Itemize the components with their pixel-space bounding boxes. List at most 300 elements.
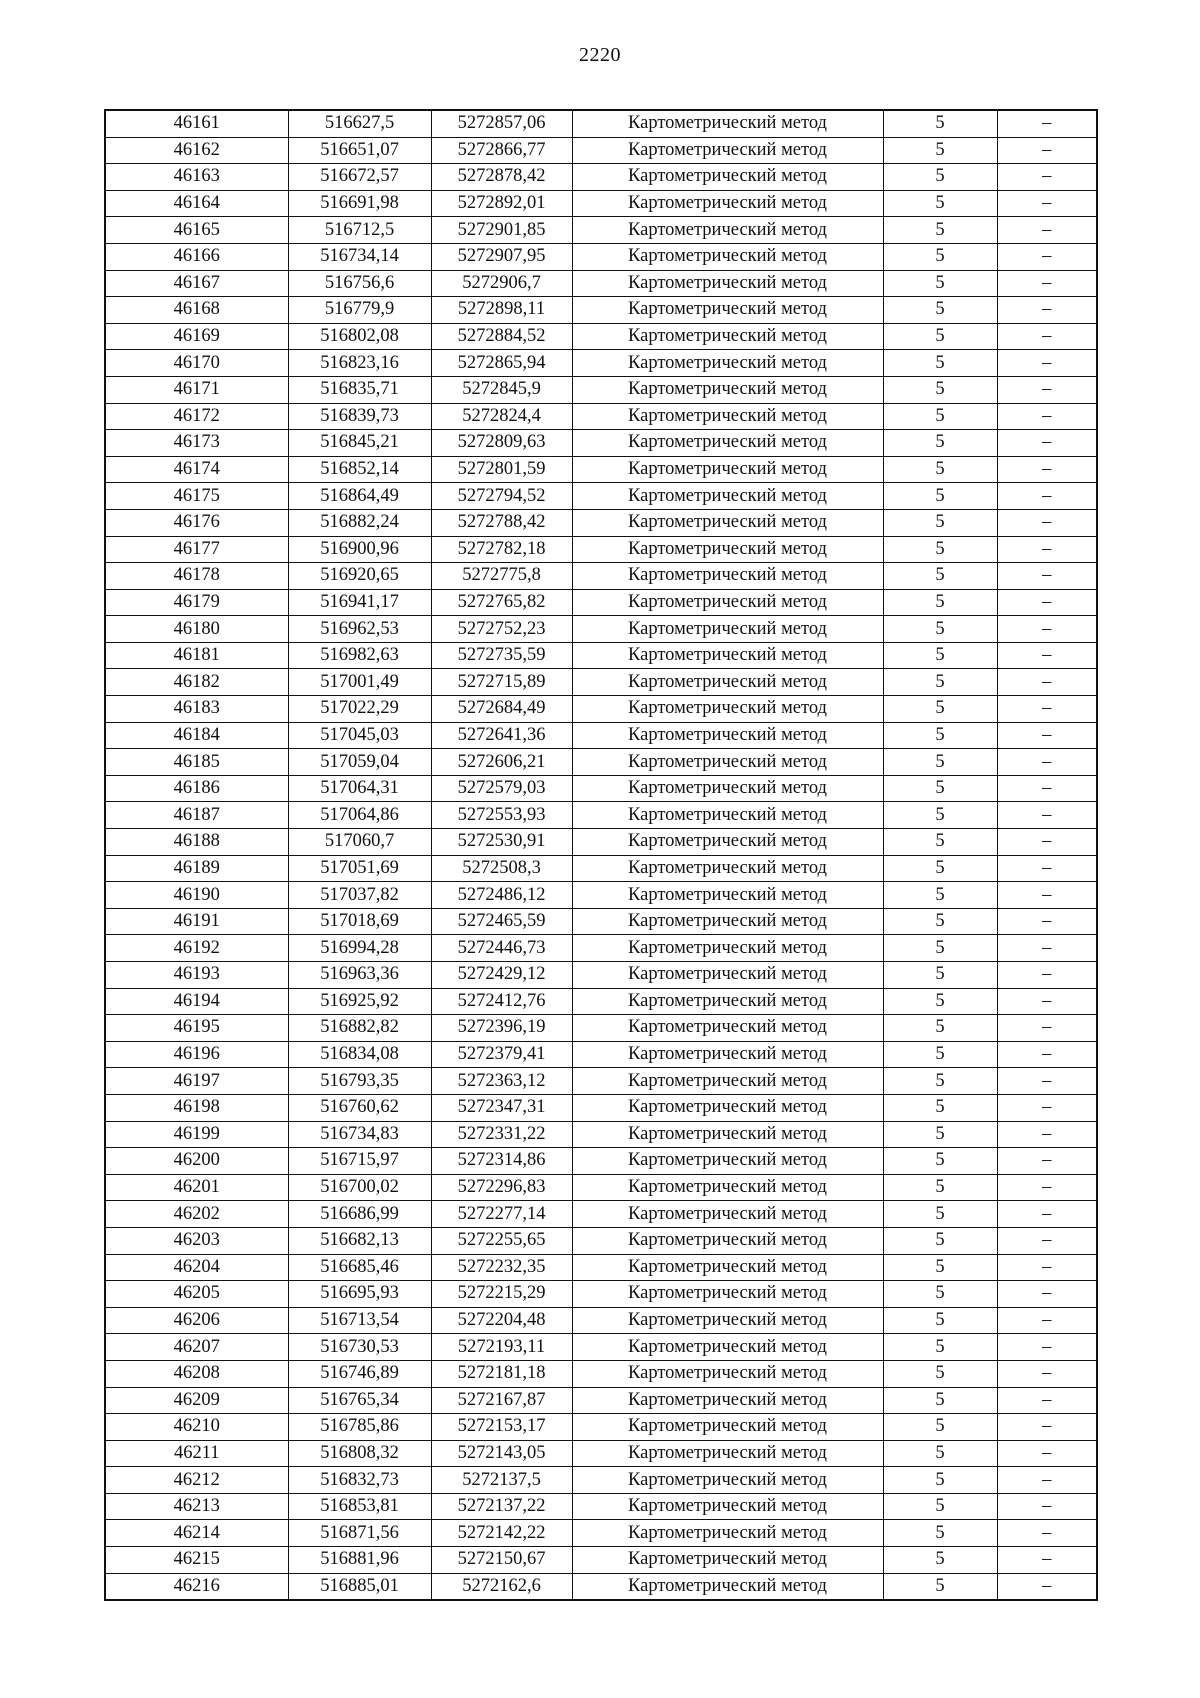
accuracy-cell: 5 — [883, 1148, 997, 1175]
x-coordinate-cell: 516760,62 — [288, 1094, 431, 1121]
y-coordinate-cell: 5272204,48 — [431, 1307, 572, 1334]
x-coordinate-cell: 516962,53 — [288, 616, 431, 643]
x-coordinate-cell: 516941,17 — [288, 589, 431, 616]
note-cell: – — [997, 137, 1097, 164]
table-row — [105, 1493, 1097, 1520]
table-row — [105, 669, 1097, 696]
point-number-cell: 46201 — [105, 1174, 288, 1201]
note-cell: – — [997, 1281, 1097, 1308]
point-number-cell: 46189 — [105, 855, 288, 882]
method-cell: Картометрический метод — [572, 243, 883, 270]
table-row — [105, 1254, 1097, 1281]
point-number-cell: 46176 — [105, 509, 288, 536]
table-row — [105, 563, 1097, 590]
note-cell: – — [997, 536, 1097, 563]
accuracy-cell: 5 — [883, 696, 997, 723]
y-coordinate-cell: 5272255,65 — [431, 1227, 572, 1254]
accuracy-cell: 5 — [883, 802, 997, 829]
x-coordinate-cell: 516672,57 — [288, 164, 431, 191]
accuracy-cell: 5 — [883, 243, 997, 270]
x-coordinate-cell: 516695,93 — [288, 1281, 431, 1308]
x-coordinate-cell: 516845,21 — [288, 430, 431, 457]
x-coordinate-cell: 516864,49 — [288, 483, 431, 510]
table-row — [105, 1201, 1097, 1228]
accuracy-cell: 5 — [883, 855, 997, 882]
note-cell: – — [997, 1254, 1097, 1281]
note-cell: – — [997, 1148, 1097, 1175]
note-cell: – — [997, 164, 1097, 191]
accuracy-cell: 5 — [883, 483, 997, 510]
note-cell: – — [997, 962, 1097, 989]
accuracy-cell: 5 — [883, 110, 997, 137]
accuracy-cell: 5 — [883, 1334, 997, 1361]
accuracy-cell: 5 — [883, 509, 997, 536]
point-number-cell: 46177 — [105, 536, 288, 563]
table-row — [105, 1174, 1097, 1201]
note-cell: – — [997, 217, 1097, 244]
method-cell: Картометрический метод — [572, 935, 883, 962]
point-number-cell: 46207 — [105, 1334, 288, 1361]
x-coordinate-cell: 516835,71 — [288, 376, 431, 403]
x-coordinate-cell: 516793,35 — [288, 1068, 431, 1095]
accuracy-cell: 5 — [883, 1573, 997, 1600]
accuracy-cell: 5 — [883, 376, 997, 403]
y-coordinate-cell: 5272892,01 — [431, 190, 572, 217]
x-coordinate-cell: 516823,16 — [288, 350, 431, 377]
point-number-cell: 46215 — [105, 1547, 288, 1574]
table-row — [105, 1520, 1097, 1547]
table-row — [105, 350, 1097, 377]
table-row — [105, 722, 1097, 749]
y-coordinate-cell: 5272296,83 — [431, 1174, 572, 1201]
method-cell: Картометрический метод — [572, 1414, 883, 1441]
accuracy-cell: 5 — [883, 403, 997, 430]
point-number-cell: 46191 — [105, 908, 288, 935]
accuracy-cell: 5 — [883, 908, 997, 935]
x-coordinate-cell: 516963,36 — [288, 962, 431, 989]
point-number-cell: 46210 — [105, 1414, 288, 1441]
accuracy-cell: 5 — [883, 1227, 997, 1254]
y-coordinate-cell: 5272429,12 — [431, 962, 572, 989]
point-number-cell: 46168 — [105, 297, 288, 324]
table-row — [105, 164, 1097, 191]
x-coordinate-cell: 516734,83 — [288, 1121, 431, 1148]
x-coordinate-cell: 516882,82 — [288, 1015, 431, 1042]
method-cell: Картометрический метод — [572, 1573, 883, 1600]
x-coordinate-cell: 516853,81 — [288, 1493, 431, 1520]
note-cell: – — [997, 1041, 1097, 1068]
note-cell: – — [997, 1387, 1097, 1414]
x-coordinate-cell: 516852,14 — [288, 456, 431, 483]
method-cell: Картометрический метод — [572, 1281, 883, 1308]
table-row — [105, 430, 1097, 457]
y-coordinate-cell: 5272715,89 — [431, 669, 572, 696]
x-coordinate-cell: 517045,03 — [288, 722, 431, 749]
y-coordinate-cell: 5272193,11 — [431, 1334, 572, 1361]
note-cell: – — [997, 270, 1097, 297]
note-cell: – — [997, 1467, 1097, 1494]
y-coordinate-cell: 5272735,59 — [431, 642, 572, 669]
accuracy-cell: 5 — [883, 137, 997, 164]
x-coordinate-cell: 516881,96 — [288, 1547, 431, 1574]
note-cell: – — [997, 350, 1097, 377]
method-cell: Картометрический метод — [572, 509, 883, 536]
note-cell: – — [997, 403, 1097, 430]
y-coordinate-cell: 5272901,85 — [431, 217, 572, 244]
y-coordinate-cell: 5272809,63 — [431, 430, 572, 457]
note-cell: – — [997, 935, 1097, 962]
x-coordinate-cell: 516839,73 — [288, 403, 431, 430]
note-cell: – — [997, 988, 1097, 1015]
x-coordinate-cell: 516730,53 — [288, 1334, 431, 1361]
point-number-cell: 46205 — [105, 1281, 288, 1308]
method-cell: Картометрический метод — [572, 1227, 883, 1254]
method-cell: Картометрический метод — [572, 1307, 883, 1334]
method-cell: Картометрический метод — [572, 962, 883, 989]
accuracy-cell: 5 — [883, 1121, 997, 1148]
table-row — [105, 988, 1097, 1015]
x-coordinate-cell: 517060,7 — [288, 829, 431, 856]
note-cell: – — [997, 110, 1097, 137]
x-coordinate-cell: 516691,98 — [288, 190, 431, 217]
y-coordinate-cell: 5272142,22 — [431, 1520, 572, 1547]
x-coordinate-cell: 516713,54 — [288, 1307, 431, 1334]
point-number-cell: 46172 — [105, 403, 288, 430]
table-row — [105, 1281, 1097, 1308]
table-row — [105, 217, 1097, 244]
x-coordinate-cell: 516885,01 — [288, 1573, 431, 1600]
note-cell: – — [997, 1094, 1097, 1121]
table-row — [105, 589, 1097, 616]
point-number-cell: 46179 — [105, 589, 288, 616]
method-cell: Картометрический метод — [572, 696, 883, 723]
y-coordinate-cell: 5272486,12 — [431, 882, 572, 909]
note-cell: – — [997, 376, 1097, 403]
y-coordinate-cell: 5272907,95 — [431, 243, 572, 270]
note-cell: – — [997, 722, 1097, 749]
method-cell: Картометрический метод — [572, 456, 883, 483]
note-cell: – — [997, 1068, 1097, 1095]
accuracy-cell: 5 — [883, 190, 997, 217]
x-coordinate-cell: 516779,9 — [288, 297, 431, 324]
note-cell: – — [997, 1440, 1097, 1467]
table-row — [105, 1121, 1097, 1148]
method-cell: Картометрический метод — [572, 749, 883, 776]
method-cell: Картометрический метод — [572, 1094, 883, 1121]
method-cell: Картометрический метод — [572, 1201, 883, 1228]
y-coordinate-cell: 5272143,05 — [431, 1440, 572, 1467]
method-cell: Картометрический метод — [572, 536, 883, 563]
table-row — [105, 642, 1097, 669]
y-coordinate-cell: 5272794,52 — [431, 483, 572, 510]
method-cell: Картометрический метод — [572, 829, 883, 856]
x-coordinate-cell: 517051,69 — [288, 855, 431, 882]
method-cell: Картометрический метод — [572, 1547, 883, 1574]
point-number-cell: 46166 — [105, 243, 288, 270]
table-row — [105, 1068, 1097, 1095]
accuracy-cell: 5 — [883, 1493, 997, 1520]
point-number-cell: 46161 — [105, 110, 288, 137]
note-cell: – — [997, 802, 1097, 829]
point-number-cell: 46183 — [105, 696, 288, 723]
accuracy-cell: 5 — [883, 270, 997, 297]
y-coordinate-cell: 5272363,12 — [431, 1068, 572, 1095]
y-coordinate-cell: 5272347,31 — [431, 1094, 572, 1121]
y-coordinate-cell: 5272379,41 — [431, 1041, 572, 1068]
accuracy-cell: 5 — [883, 775, 997, 802]
method-cell: Картометрический метод — [572, 988, 883, 1015]
point-number-cell: 46185 — [105, 749, 288, 776]
accuracy-cell: 5 — [883, 350, 997, 377]
y-coordinate-cell: 5272865,94 — [431, 350, 572, 377]
table-row — [105, 616, 1097, 643]
y-coordinate-cell: 5272137,5 — [431, 1467, 572, 1494]
page-number: 2220 — [579, 44, 621, 66]
y-coordinate-cell: 5272530,91 — [431, 829, 572, 856]
y-coordinate-cell: 5272508,3 — [431, 855, 572, 882]
point-number-cell: 46197 — [105, 1068, 288, 1095]
point-number-cell: 46198 — [105, 1094, 288, 1121]
point-number-cell: 46204 — [105, 1254, 288, 1281]
point-number-cell: 46202 — [105, 1201, 288, 1228]
point-number-cell: 46187 — [105, 802, 288, 829]
x-coordinate-cell: 516712,5 — [288, 217, 431, 244]
accuracy-cell: 5 — [883, 297, 997, 324]
y-coordinate-cell: 5272606,21 — [431, 749, 572, 776]
accuracy-cell: 5 — [883, 669, 997, 696]
y-coordinate-cell: 5272782,18 — [431, 536, 572, 563]
note-cell: – — [997, 1493, 1097, 1520]
point-number-cell: 46170 — [105, 350, 288, 377]
y-coordinate-cell: 5272898,11 — [431, 297, 572, 324]
coordinates-table — [104, 109, 1098, 1601]
accuracy-cell: 5 — [883, 988, 997, 1015]
y-coordinate-cell: 5272845,9 — [431, 376, 572, 403]
accuracy-cell: 5 — [883, 217, 997, 244]
note-cell: – — [997, 1015, 1097, 1042]
table-row — [105, 1360, 1097, 1387]
y-coordinate-cell: 5272215,29 — [431, 1281, 572, 1308]
accuracy-cell: 5 — [883, 536, 997, 563]
method-cell: Картометрический метод — [572, 1121, 883, 1148]
y-coordinate-cell: 5272906,7 — [431, 270, 572, 297]
note-cell: – — [997, 323, 1097, 350]
point-number-cell: 46193 — [105, 962, 288, 989]
accuracy-cell: 5 — [883, 456, 997, 483]
accuracy-cell: 5 — [883, 1387, 997, 1414]
method-cell: Картометрический метод — [572, 1148, 883, 1175]
x-coordinate-cell: 517059,04 — [288, 749, 431, 776]
note-cell: – — [997, 1414, 1097, 1441]
point-number-cell: 46206 — [105, 1307, 288, 1334]
point-number-cell: 46203 — [105, 1227, 288, 1254]
x-coordinate-cell: 516651,07 — [288, 137, 431, 164]
table-row — [105, 190, 1097, 217]
method-cell: Картометрический метод — [572, 1334, 883, 1361]
method-cell: Картометрический метод — [572, 270, 883, 297]
table-row — [105, 1148, 1097, 1175]
method-cell: Картометрический метод — [572, 775, 883, 802]
note-cell: – — [997, 669, 1097, 696]
method-cell: Картометрический метод — [572, 190, 883, 217]
table-row — [105, 882, 1097, 909]
accuracy-cell: 5 — [883, 323, 997, 350]
accuracy-cell: 5 — [883, 589, 997, 616]
method-cell: Картометрический метод — [572, 722, 883, 749]
y-coordinate-cell: 5272684,49 — [431, 696, 572, 723]
accuracy-cell: 5 — [883, 1307, 997, 1334]
method-cell: Картометрический метод — [572, 1174, 883, 1201]
accuracy-cell: 5 — [883, 1068, 997, 1095]
x-coordinate-cell: 516871,56 — [288, 1520, 431, 1547]
point-number-cell: 46174 — [105, 456, 288, 483]
point-number-cell: 46196 — [105, 1041, 288, 1068]
x-coordinate-cell: 517037,82 — [288, 882, 431, 909]
note-cell: – — [997, 563, 1097, 590]
note-cell: – — [997, 456, 1097, 483]
accuracy-cell: 5 — [883, 1360, 997, 1387]
accuracy-cell: 5 — [883, 1281, 997, 1308]
note-cell: – — [997, 1174, 1097, 1201]
method-cell: Картометрический метод — [572, 217, 883, 244]
note-cell: – — [997, 1547, 1097, 1574]
method-cell: Картометрический метод — [572, 616, 883, 643]
table-row — [105, 323, 1097, 350]
table-row — [105, 855, 1097, 882]
point-number-cell: 46209 — [105, 1387, 288, 1414]
table-row — [105, 1334, 1097, 1361]
y-coordinate-cell: 5272232,35 — [431, 1254, 572, 1281]
coordinates-table-body — [105, 110, 1097, 1600]
note-cell: – — [997, 297, 1097, 324]
note-cell: – — [997, 908, 1097, 935]
y-coordinate-cell: 5272878,42 — [431, 164, 572, 191]
method-cell: Картометрический метод — [572, 1520, 883, 1547]
x-coordinate-cell: 516715,97 — [288, 1148, 431, 1175]
point-number-cell: 46194 — [105, 988, 288, 1015]
point-number-cell: 46173 — [105, 430, 288, 457]
method-cell: Картометрический метод — [572, 430, 883, 457]
point-number-cell: 46182 — [105, 669, 288, 696]
note-cell: – — [997, 243, 1097, 270]
method-cell: Картометрический метод — [572, 563, 883, 590]
y-coordinate-cell: 5272277,14 — [431, 1201, 572, 1228]
accuracy-cell: 5 — [883, 1015, 997, 1042]
y-coordinate-cell: 5272884,52 — [431, 323, 572, 350]
x-coordinate-cell: 516882,24 — [288, 509, 431, 536]
table-row — [105, 456, 1097, 483]
point-number-cell: 46164 — [105, 190, 288, 217]
x-coordinate-cell: 516685,46 — [288, 1254, 431, 1281]
accuracy-cell: 5 — [883, 563, 997, 590]
x-coordinate-cell: 517064,31 — [288, 775, 431, 802]
y-coordinate-cell: 5272579,03 — [431, 775, 572, 802]
accuracy-cell: 5 — [883, 1520, 997, 1547]
point-number-cell: 46169 — [105, 323, 288, 350]
point-number-cell: 46181 — [105, 642, 288, 669]
point-number-cell: 46163 — [105, 164, 288, 191]
accuracy-cell: 5 — [883, 1201, 997, 1228]
y-coordinate-cell: 5272314,86 — [431, 1148, 572, 1175]
point-number-cell: 46175 — [105, 483, 288, 510]
method-cell: Картометрический метод — [572, 1068, 883, 1095]
x-coordinate-cell: 516834,08 — [288, 1041, 431, 1068]
point-number-cell: 46184 — [105, 722, 288, 749]
method-cell: Картометрический метод — [572, 350, 883, 377]
method-cell: Картометрический метод — [572, 137, 883, 164]
table-row — [105, 1307, 1097, 1334]
y-coordinate-cell: 5272331,22 — [431, 1121, 572, 1148]
y-coordinate-cell: 5272788,42 — [431, 509, 572, 536]
note-cell: – — [997, 190, 1097, 217]
method-cell: Картометрический метод — [572, 1493, 883, 1520]
method-cell: Картометрический метод — [572, 1041, 883, 1068]
note-cell: – — [997, 855, 1097, 882]
y-coordinate-cell: 5272137,22 — [431, 1493, 572, 1520]
y-coordinate-cell: 5272775,8 — [431, 563, 572, 590]
table-row — [105, 1227, 1097, 1254]
point-number-cell: 46188 — [105, 829, 288, 856]
method-cell: Картометрический метод — [572, 642, 883, 669]
x-coordinate-cell: 517018,69 — [288, 908, 431, 935]
accuracy-cell: 5 — [883, 1094, 997, 1121]
note-cell: – — [997, 642, 1097, 669]
table-row — [105, 962, 1097, 989]
point-number-cell: 46171 — [105, 376, 288, 403]
x-coordinate-cell: 516765,34 — [288, 1387, 431, 1414]
x-coordinate-cell: 516982,63 — [288, 642, 431, 669]
y-coordinate-cell: 5272801,59 — [431, 456, 572, 483]
accuracy-cell: 5 — [883, 1547, 997, 1574]
table-row — [105, 749, 1097, 776]
table-row — [105, 1440, 1097, 1467]
point-number-cell: 46162 — [105, 137, 288, 164]
table-row — [105, 243, 1097, 270]
accuracy-cell: 5 — [883, 962, 997, 989]
note-cell: – — [997, 1227, 1097, 1254]
method-cell: Картометрический метод — [572, 908, 883, 935]
method-cell: Картометрический метод — [572, 1387, 883, 1414]
y-coordinate-cell: 5272167,87 — [431, 1387, 572, 1414]
note-cell: – — [997, 430, 1097, 457]
accuracy-cell: 5 — [883, 722, 997, 749]
point-number-cell: 46190 — [105, 882, 288, 909]
point-number-cell: 46192 — [105, 935, 288, 962]
note-cell: – — [997, 616, 1097, 643]
note-cell: – — [997, 1573, 1097, 1600]
table-row — [105, 137, 1097, 164]
table-row — [105, 1387, 1097, 1414]
point-number-cell: 46195 — [105, 1015, 288, 1042]
table-row — [105, 1015, 1097, 1042]
note-cell: – — [997, 589, 1097, 616]
x-coordinate-cell: 516925,92 — [288, 988, 431, 1015]
note-cell: – — [997, 1201, 1097, 1228]
method-cell: Картометрический метод — [572, 403, 883, 430]
point-number-cell: 46167 — [105, 270, 288, 297]
note-cell: – — [997, 509, 1097, 536]
table-row — [105, 403, 1097, 430]
x-coordinate-cell: 516734,14 — [288, 243, 431, 270]
point-number-cell: 46213 — [105, 1493, 288, 1520]
table-row — [105, 696, 1097, 723]
y-coordinate-cell: 5272162,6 — [431, 1573, 572, 1600]
table-row — [105, 829, 1097, 856]
point-number-cell: 46212 — [105, 1467, 288, 1494]
note-cell: – — [997, 775, 1097, 802]
point-number-cell: 46165 — [105, 217, 288, 244]
x-coordinate-cell: 517001,49 — [288, 669, 431, 696]
